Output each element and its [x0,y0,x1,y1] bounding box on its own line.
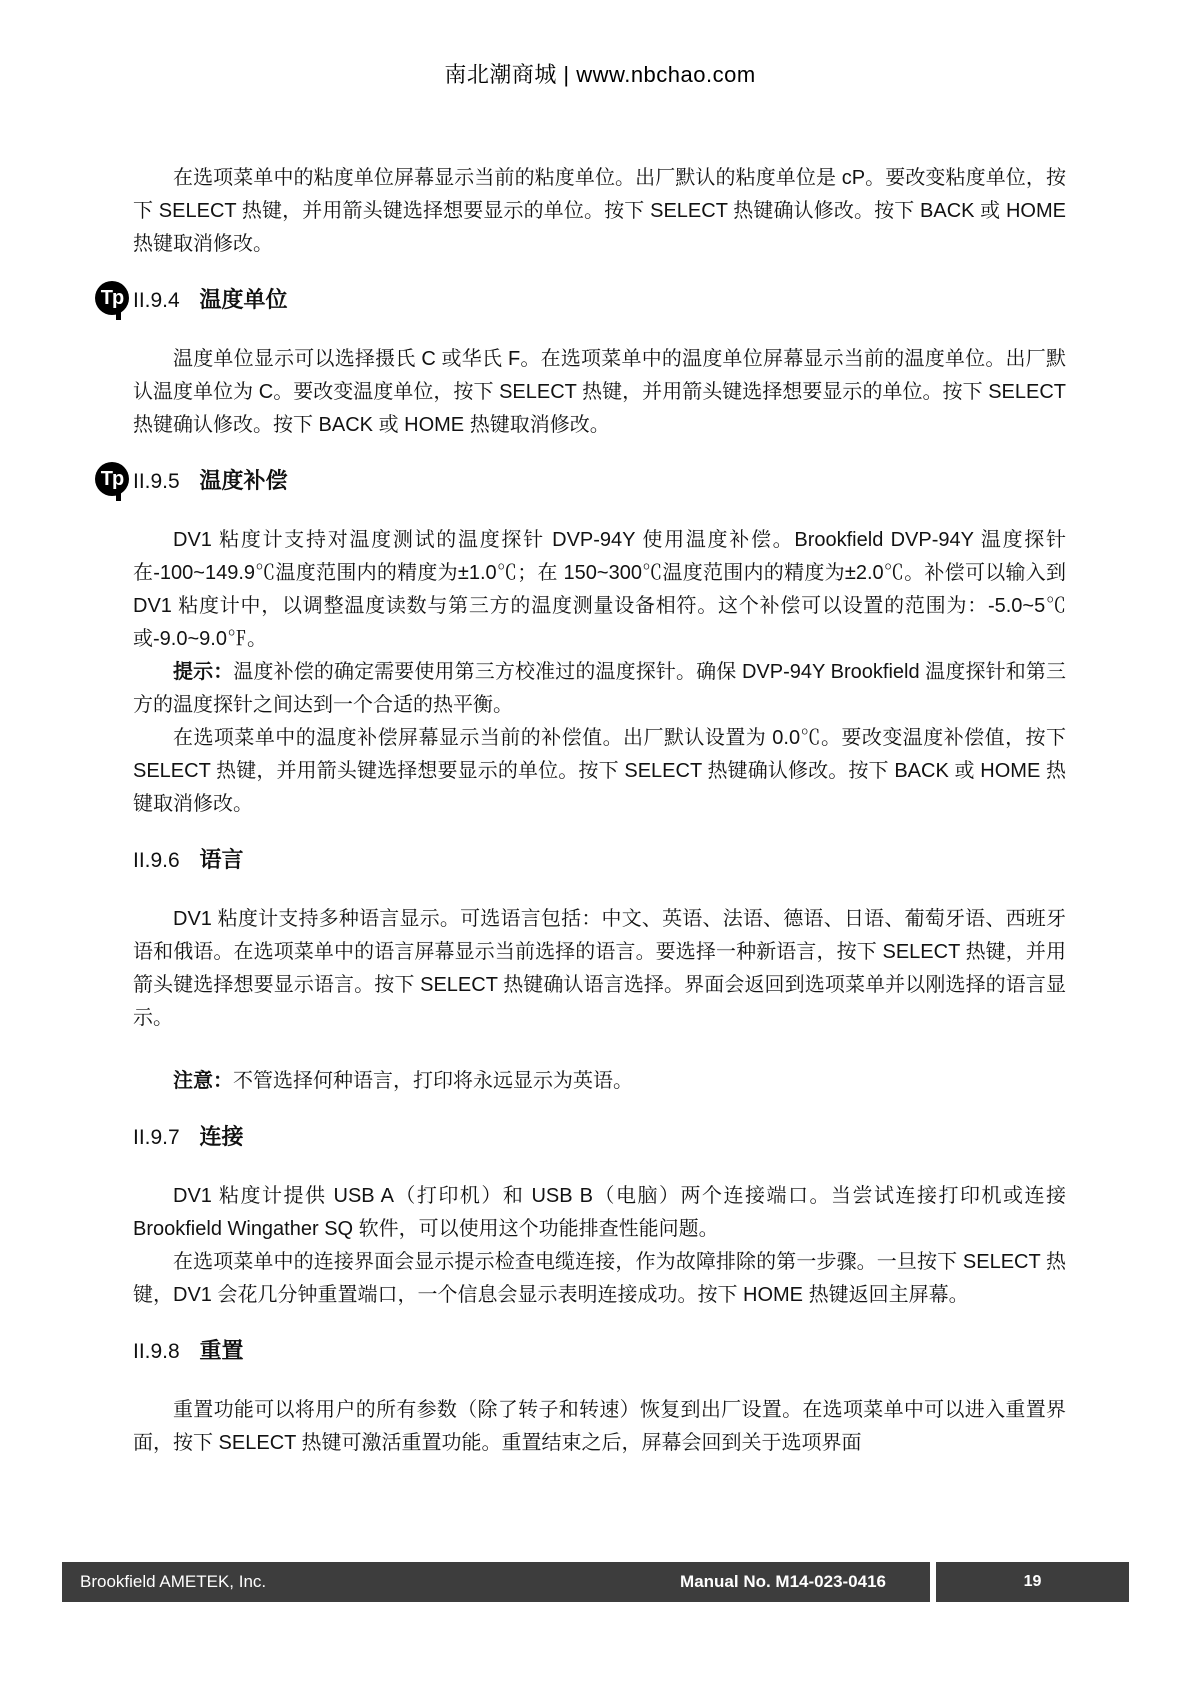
tp-logo-circle: Tp [95,281,129,315]
heading-language [133,843,1066,877]
footer-company: Brookfield AMETEK, Inc. [80,1572,267,1591]
heading-connection [133,1120,1066,1154]
paragraph-language-note [133,1065,1066,1098]
note-text: 不管选择何种语言，打印将永远显示为英语。 [233,1070,633,1092]
footer-page-number-box [936,1562,1129,1602]
section-title: 连接 [199,1124,244,1149]
section-title: 重置 [199,1338,244,1363]
tip-text: 温度补偿的确定需要使用第三方校准过的温度探针。确保 DVP-94Y Brookfield 温度探针和第三方的温度探针之间达到一个合适的热平衡。 [133,661,1066,716]
paragraph-reset: 重置功能可以将用户的所有参数（除了转子和转速）恢复到出厂设置。在选项菜单中可以进入重置界面，按下 SELECT 热键可激活重置功能。重置结束之后，屏幕会回到关于选项界面 [133,1399,1066,1454]
section-title: 温度单位 [199,287,288,312]
section-number: II.9.4 [133,289,180,312]
heading-temperature-compensation [100,464,1066,498]
paragraph-temp-comp-2: 在选项菜单中的温度补偿屏幕显示当前的补偿值。出厂默认设置为 0.0℃。要改变温度补偿值，按下 SELECT 热键，并用箭头键选择想要显示的单位。按下 SELECT 热键确认修改。按下 BACK 或 HOME 热键取消修改。 [133,727,1066,815]
tp-logo-circle: Tp [95,462,129,496]
heading-temperature-unit [100,283,1066,317]
section-title: 语言 [199,847,244,872]
paragraph-connection-2: 在选项菜单中的连接界面会显示提示检查电缆连接，作为故障排除的第一步骤。一旦按下 SELECT 热键，DV1 会花几分钟重置端口，一个信息会显示表明连接成功。按下 HOME 热键返回主屏幕。 [133,1251,1066,1306]
site-header [0,0,1200,89]
paragraph-temp-comp-tip [133,656,1066,722]
paragraph-temp-comp-1: DV1 粘度计支持对温度测试的温度探针 DVP-94Y 使用温度补偿。Brookfield DVP-94Y 温度探针在-100~149.9℃温度范围内的精度为±1.0℃；在 150~300℃温度范围内的精度为±2.0℃。补偿可以输入到 DV1 粘度计中，以调整温度读数与第三方的温度测量设备相符。这个补偿可以设置的范围为：-5.0~5℃或-9.0~9.0℉。 [133,529,1066,650]
site-title: 南北潮商城 | www.nbchao.com [444,62,756,87]
tp-logo-icon [95,281,129,315]
section-number: II.9.8 [133,1340,180,1363]
tip-label: 提示： [173,661,234,683]
footer-manual-number: Manual No. M14-023-0416 [680,1572,886,1591]
page-number: 19 [1023,1573,1042,1590]
paragraph-language: DV1 粘度计支持多种语言显示。可选语言包括：中文、英语、法语、德语、日语、葡萄牙语、西班牙语和俄语。在选项菜单中的语言屏幕显示当前选择的语言。要选择一种新语言，按下 SELECT 热键，并用箭头键选择想要显示语言。按下 SELECT 热键确认语言选择。界面会返回到选项菜单并以刚选择的语言显示。 [133,908,1066,1029]
section-number: II.9.6 [133,849,180,872]
section-title: 温度补偿 [199,468,288,493]
paragraph-temperature-unit: 温度单位显示可以选择摄氏 C 或华氏 F。在选项菜单中的温度单位屏幕显示当前的温度单位。出厂默认温度单位为 C。要改变温度单位，按下 SELECT 热键，并用箭头键选择想要显示的单位。按下 SELECT 热键确认修改。按下 BACK 或 HOME 热键取消修改。 [133,348,1066,436]
tp-logo-icon [95,462,129,496]
section-number: II.9.7 [133,1126,180,1149]
page-content [0,162,1200,1460]
paragraph-viscosity-unit: 在选项菜单中的粘度单位屏幕显示当前的粘度单位。出厂默认的粘度单位是 cP。要改变粘度单位，按下 SELECT 热键，并用箭头键选择想要显示的单位。按下 SELECT 热键确认修改。按下 BACK 或 HOME 热键取消修改。 [133,167,1066,255]
footer-bar [62,1562,930,1602]
tp-logo-descender [116,493,121,501]
section-number: II.9.5 [133,470,180,493]
tp-logo-descender [116,312,121,320]
heading-reset [133,1334,1066,1368]
note-label: 注意： [173,1070,233,1092]
paragraph-connection-1: DV1 粘度计提供 USB A（打印机）和 USB B（电脑）两个连接端口。当尝试连接打印机或连接 Brookfield Wingather SQ 软件，可以使用这个功能排查性能问题。 [133,1185,1066,1240]
